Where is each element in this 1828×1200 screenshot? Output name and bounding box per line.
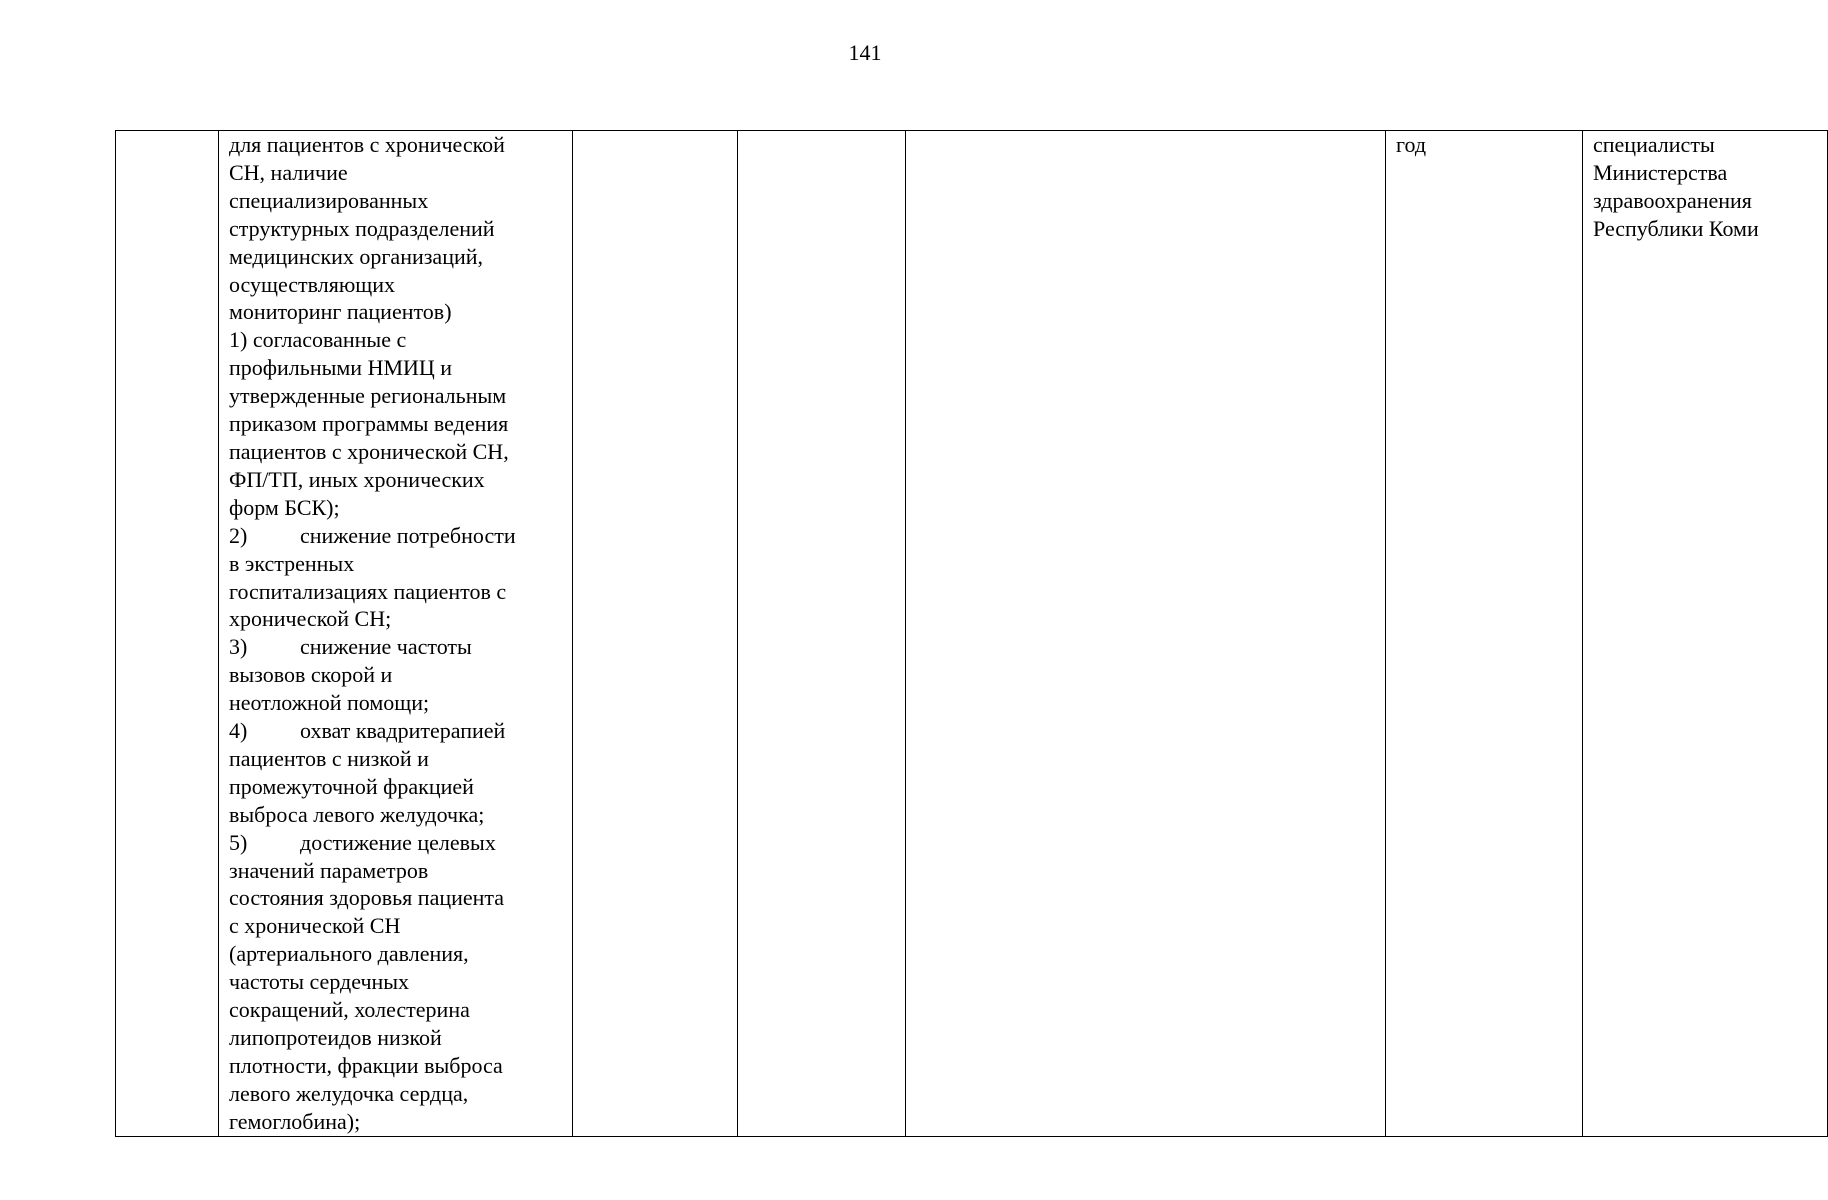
item-4-line: выброса левого желудочка;	[229, 801, 485, 827]
item-1-line: ФП/ТП, иных хронических	[229, 466, 485, 492]
description-line: для пациентов с хронической	[229, 132, 505, 157]
responsible-line: здравоохранения	[1593, 187, 1752, 213]
item-1-line: профильными НМИЦ и	[229, 355, 453, 381]
item-5-line: состояния здоровья пациента	[229, 885, 505, 911]
item-5-line: левого желудочка сердца,	[229, 1080, 469, 1106]
responsible-line: специалисты	[1593, 132, 1715, 157]
item-2-first-line	[229, 522, 562, 550]
item-2-text: снижение потребности	[300, 522, 516, 548]
responsible-line: Республики Коми	[1593, 215, 1759, 241]
description-line: мониторинг пациентов)	[229, 299, 452, 325]
item-1-line: форм БСК);	[229, 494, 340, 520]
measures-table	[115, 130, 1828, 1137]
description-line: специализированных	[229, 187, 429, 213]
item-3-text: снижение частоты	[300, 634, 472, 660]
item-4-line: пациентов с низкой и	[229, 745, 429, 771]
item-1-line: приказом программы ведения	[229, 411, 509, 437]
item-3-line: вызовов скорой и	[229, 662, 393, 688]
table-cell-description	[219, 131, 573, 1137]
item-2-line: хронической СН;	[229, 606, 392, 632]
item-5-line: значений параметров	[229, 857, 429, 883]
item-5-text: достижение целевых	[300, 829, 496, 855]
item-5-line: частоты сердечных	[229, 969, 410, 995]
item-2-line: в экстренных	[229, 550, 355, 576]
table-cell-empty	[906, 131, 1386, 1137]
item-5-line: с хронической СН	[229, 913, 401, 939]
item-5-line: сокращений, холестерина	[229, 997, 470, 1023]
item-1-line: утвержденные региональным	[229, 383, 507, 409]
item-2-number: 2)	[229, 522, 248, 548]
item-5-number: 5)	[229, 829, 248, 855]
item-3-first-line	[229, 633, 562, 661]
item-5-line: (артериального давления,	[229, 941, 469, 967]
description-line: структурных подразделений	[229, 215, 495, 241]
item-3-line: неотложной помощи;	[229, 690, 430, 716]
item-4-first-line	[229, 717, 562, 745]
item-5-line: плотности, фракции выброса	[229, 1052, 503, 1078]
description-line: медицинских организаций,	[229, 243, 484, 269]
page-number: 141	[848, 40, 882, 65]
table-cell-empty	[738, 131, 906, 1137]
description-line: осуществляющих	[229, 271, 395, 297]
table-cell-empty	[573, 131, 738, 1137]
item-1-line: 1) согласованные с	[229, 327, 407, 353]
description-line: СН, наличие	[229, 159, 348, 185]
item-5-line: гемоглобина);	[229, 1108, 361, 1134]
item-5-first-line	[229, 829, 562, 857]
responsible-line: Министерства	[1593, 159, 1728, 185]
table-cell-deadline: год	[1386, 131, 1583, 1137]
item-4-text: охват квадритерапией	[300, 718, 506, 744]
item-3-number: 3)	[229, 634, 248, 660]
item-4-line: промежуточной фракцией	[229, 773, 474, 799]
item-5-line: липопротеидов низкой	[229, 1025, 442, 1050]
item-1-line: пациентов с хронической СН,	[229, 438, 509, 464]
table-cell-responsible	[1583, 131, 1828, 1137]
item-4-number: 4)	[229, 718, 248, 744]
item-2-line: госпитализациях пациентов с	[229, 578, 507, 604]
table-cell-number	[116, 131, 219, 1137]
table-row	[116, 131, 1828, 1137]
